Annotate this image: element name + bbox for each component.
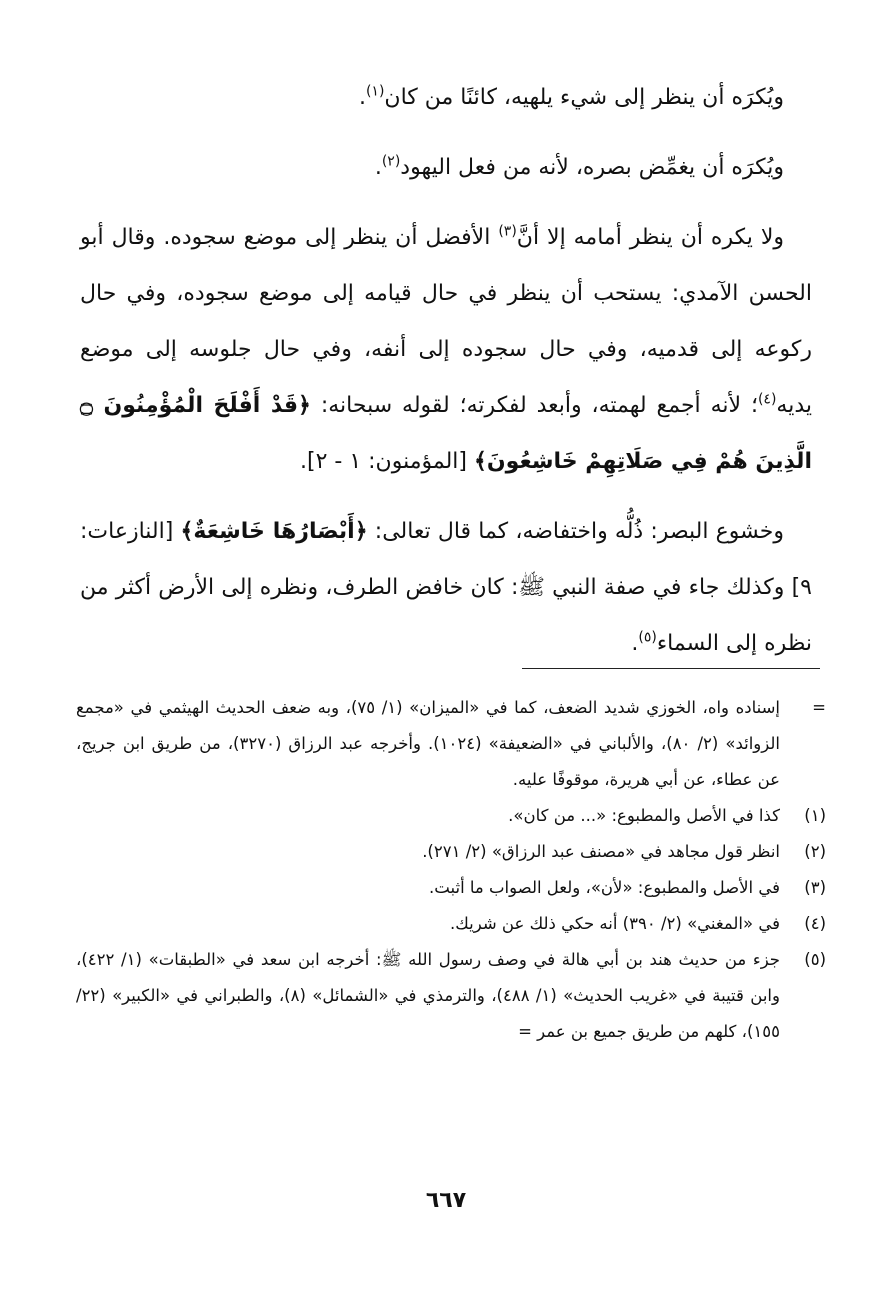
- footnote-text: انظر قول مجاهد في «مصنف عبد الرزاق» (٢/ ٢٧١).: [422, 842, 780, 861]
- footnote-continuation: [76, 690, 826, 798]
- page-number: ٦٦٧: [425, 1188, 467, 1213]
- footnote-continuation-text: إسناده واه، الخوزي شديد الضعف، كما في «الميزان» (١/ ٧٥)، وبه ضعف الحديث الهيثمي في «مجمع الزوائد» (٢/ ٨٠)، والألباني في «الضعيفة» (١٠٢٤). وأخرجه عبد الرزاق (٣٢٧٠)، من طريق ابن جريج، عن عطاء، عن أبي هريرة، موقوفًا عليه.: [76, 698, 780, 789]
- footnote-ref-3: (٣): [498, 223, 517, 240]
- footnote-ref-1: (١): [365, 83, 385, 100]
- footnotes: [76, 690, 826, 1050]
- quran-verse-naziat: ﴿أَبْصَارُهَا خَاشِعَةٌ﴾: [180, 519, 368, 544]
- paragraph-3-citation: [المؤمنون: ١ - ٢].: [299, 449, 474, 474]
- footnote-separator: [522, 668, 820, 669]
- paragraph-3-text-a: ولا يكره أن ينظر أمامه إلا أنَّ: [516, 225, 785, 250]
- paragraph-2-text: ويُكرَه أن يغمِّض بصره، لأنه من فعل اليهود: [400, 155, 784, 180]
- paragraph-3-text-c: ؛ لأنه أجمع لهمته، وأبعد لفكرته؛ لقوله سبحانه:: [310, 393, 758, 418]
- paragraph-4-text-a: وخشوع البصر: ذُلُّه واختفاضه، كما قال تعالى:: [367, 519, 785, 544]
- footnote-2: [76, 834, 826, 870]
- paragraph-1-text: ويُكرَه أن ينظر إلى شيء يلهيه، كائنًا من كان: [384, 85, 784, 110]
- footnote-number: (٣): [804, 878, 826, 897]
- quran-verse-muminun: ﴿قَدْ أَفْلَحَ الْمُؤْمِنُونَ ۝ الَّذِينَ هُمْ فِي صَلَاتِهِمْ خَاشِعُونَ﴾: [80, 393, 812, 474]
- footnote-1: [76, 798, 826, 834]
- footnote-text: كذا في الأصل والمطبوع: «... من كان».: [508, 806, 780, 825]
- paragraph-1: [80, 70, 812, 126]
- continuation-marker: =: [812, 698, 826, 717]
- paragraph-4-text-b: [النازعات: ٩] وكذلك جاء في صفة النبي ﷺ: كان خافض الطرف، ونظره إلى الأرض أكثر من نظره إلى السماء: [80, 519, 812, 656]
- footnote-number: (٢): [804, 842, 826, 861]
- footnote-text: في «المغني» (٢/ ٣٩٠) أنه حكي ذلك عن شريك.: [450, 914, 780, 933]
- footnote-3: [76, 870, 826, 906]
- paragraph-3: [80, 210, 812, 490]
- paragraph-2: [80, 140, 812, 196]
- paragraph-2-end: .: [374, 155, 382, 180]
- footnote-ref-2: (٢): [381, 153, 401, 170]
- paragraph-1-end: .: [358, 85, 366, 110]
- footnote-number: (١): [804, 806, 826, 825]
- paragraph-3-text-b: الأفضل أن ينظر إلى موضع سجوده. وقال أبو الحسن الآمدي: يستحب أن ينظر في حال قيامه إلى موضع سجوده، وفي حال ركوعه إلى قدميه، وفي حال سجوده إلى أنفه، وفي حال جلوسه إلى موضع يديه: [80, 225, 812, 418]
- paragraph-4: [80, 504, 812, 672]
- footnote-ref-4: (٤): [757, 391, 777, 408]
- footnote-4: [76, 906, 826, 942]
- footnote-5: [76, 942, 826, 1050]
- footnote-ref-5: (٥): [638, 629, 657, 646]
- main-text: [80, 70, 812, 672]
- footnote-text: جزء من حديث هند بن أبي هالة في وصف رسول الله ﷺ: أخرجه ابن سعد في «الطبقات» (١/ ٤٢٢)، وابن قتيبة في «غريب الحديث» (١/ ٤٨٨)، والترمذي في «الشمائل» (٨)، والطبراني في «الكبير» (٢٢/ ١٥٥)، كلهم من طريق جميع بن عمر =: [76, 950, 780, 1041]
- footnote-number: (٥): [804, 950, 826, 969]
- footnote-number: (٤): [804, 914, 826, 933]
- paragraph-4-end: .: [631, 631, 639, 656]
- footnote-text: في الأصل والمطبوع: «لأن»، ولعل الصواب ما أثبت.: [429, 878, 780, 897]
